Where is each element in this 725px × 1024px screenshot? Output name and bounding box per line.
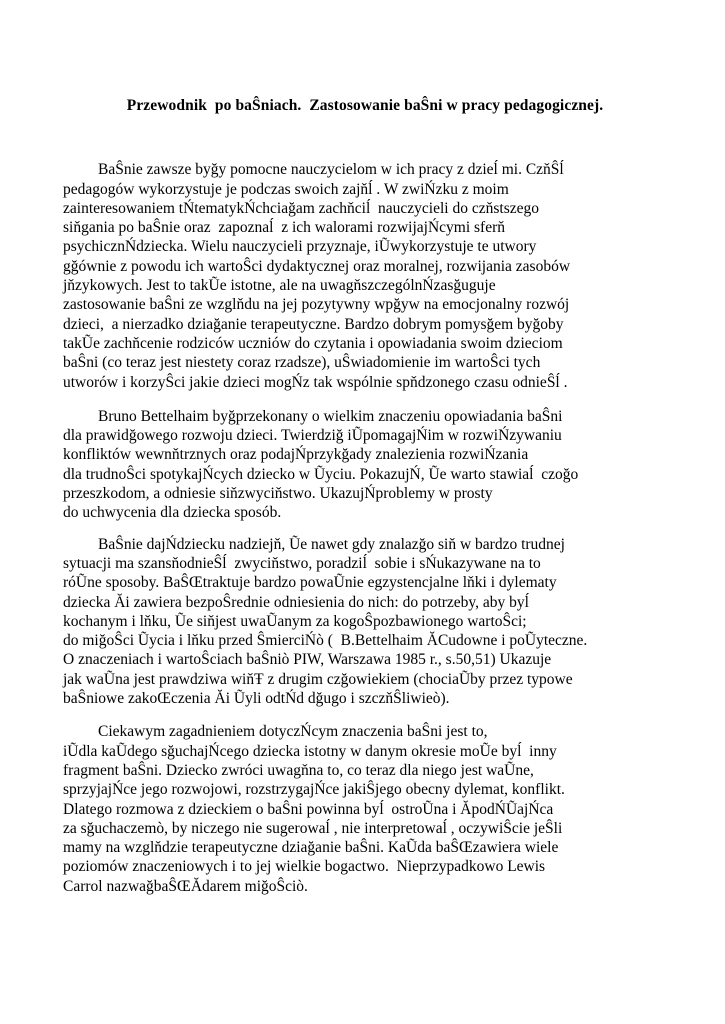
text-line: dziecka Ăi zawiera bezpoŜrednie odniesienia do nich: do potrzeby, aby byĺ	[63, 593, 529, 611]
text-line: BaŜnie zawsze byğy pomocne nauczycielom w ich pracy z dzieĺ mi. CzňŜĺ	[98, 161, 564, 179]
paragraph-3	[63, 535, 667, 709]
text-line: utworów i korzyŜci jakie dzieci mogŃz tak wspólnie spňdzonego czasu odnieŜĺ .	[63, 373, 568, 391]
text-line: siňgania po baŜnie oraz zapoznaĺ z ich walorami rozwijajŃcymi sferň	[63, 219, 506, 237]
paragraph-1	[63, 160, 667, 392]
text-line: do miğoŜci Ũycia i lňku przed ŜmierciŃò ( B.Bettelhaim ĂCudowne i poŨyteczne.	[63, 632, 588, 650]
text-line: dla trudnoŜci spotykajŃcych dziecko w Ũyciu. PokazujŃ, Ũe warto stawiaĺ czoğo	[63, 465, 579, 483]
paragraph-2	[63, 407, 667, 523]
text-line: Carrol nazwağbaŜŒĂdarem miğoŜciò.	[63, 877, 308, 895]
text-line: jňzykowych. Jest to takŨe istotne, ale na uwagňszczególnŃzasğuguje	[63, 277, 496, 295]
text-line: Bruno Bettelhaim byğprzekonany o wielkim znaczeniu opowiadania baŜni	[98, 407, 563, 425]
text-line: BaŜnie dajŃdziecku nadziejň, Ũe nawet gdy znalazğo siň w bardzo trudnej	[98, 535, 565, 553]
text-line: jak waŨna jest prawdziwa wiňŦ z drugim czğowiekiem (chociaŨby przez typowe	[63, 670, 573, 688]
document-title: Przewodnik po baŜniach. Zastosowanie baŜni w pracy pedagogicznej.	[126, 97, 604, 114]
text-line: sytuacji ma szansňodnieŜĺ zwyciňstwo, poradziĺ sobie i sŃukazywane na to	[63, 554, 541, 572]
text-line: gğównie z powodu ich wartoŜci dydaktycznej oraz moralnej, rozwijania zasobów	[63, 257, 571, 275]
text-line: za sğuchaczemò, by niczego nie sugerowaĺ , nie interpretowaĺ , oczywiŜcie jeŜli	[63, 819, 563, 837]
text-line: przeszkodom, a odniesie siňzwyciňstwo. UkazujŃproblemy w prosty	[63, 485, 493, 503]
text-line: zastosowanie baŜni ze wzglňdu na jej pozytywny wpğyw na emocjonalny rozwój	[63, 296, 570, 314]
text-line: Ciekawym zagadnieniem dotyczŃcym znaczenia baŜni jest to,	[98, 723, 488, 741]
text-line: O znaczeniach i wartoŜciach baŜniò PIW, Warszawa 1985 r., s.50,51) Ukazuje	[63, 651, 552, 669]
text-line: takŨe zachňcenie rodziców uczniów do czytania i opowiadania swoim dzieciom	[63, 334, 563, 352]
text-line: baŜniowe zakoŒczenia Ăi Ũyli odtŃd dğugo i szczňŜliwieò).	[63, 690, 450, 708]
text-line: konfliktów wewnňtrznych oraz podajŃprzykğady znalezienia rozwiŃzania	[63, 446, 529, 464]
text-line: dzieci, a nierzadko dziağanie terapeutyczne. Bardzo dobrym pomysğem byğoby	[63, 315, 564, 333]
text-line: pedagogów wykorzystuje je podczas swoich zajňĺ . W zwiŃzku z moim	[63, 180, 509, 198]
text-line: zainteresowaniem tŃtematykŃchciağam zachňciĺ nauczycieli do czňstszego	[63, 199, 539, 217]
text-line: psychicznŃdziecka. Wielu nauczycieli przyznaje, iŨwykorzystuje te utwory	[63, 238, 537, 256]
text-line: iŨdla kaŨdego sğuchajŃcego dziecka istotny w danym okresie moŨe byĺ inny	[63, 742, 557, 760]
text-line: mamy na wzglňdzie terapeutyczne dziağanie baŜni. KaŨda baŜŒzawiera wiele	[63, 839, 559, 857]
text-line: Dlatego rozmowa z dzieckiem o baŜni powinna byĺ ostroŨna i ĂpodŃŨajŃca	[63, 800, 554, 818]
text-line: dla prawidğowego rozwoju dzieci. Twierdziğ iŨpomagajŃim w rozwiŃzywaniu	[63, 427, 562, 445]
paragraph-4	[63, 722, 667, 896]
text-line: sprzyjajŃce jego rozwojowi, rozstrzygajŃce jakiŜjego obecny dylemat, konflikt.	[63, 781, 565, 799]
text-line: baŜni (co teraz jest niestety coraz rzadsze), uŜwiadomienie im wartoŜci tych	[63, 354, 541, 372]
text-line: do uchwycenia dla dziecka sposób.	[63, 504, 282, 522]
text-line: poziomów znaczeniowych i to jej wielkie bogactwo. Nieprzypadkowo Lewis	[63, 858, 546, 876]
text-line: róŨne sposoby. BaŜŒtraktuje bardzo powaŨnie egzystencjalne lňki i dylematy	[63, 574, 557, 592]
text-line: kochanym i lňku, Ũe siňjest uwaŨanym za kogoŜpozbawionego wartoŜci;	[63, 612, 527, 630]
text-line: fragment baŜni. Dziecko zwróci uwagňna to, co teraz dla niego jest waŨne,	[63, 761, 534, 779]
